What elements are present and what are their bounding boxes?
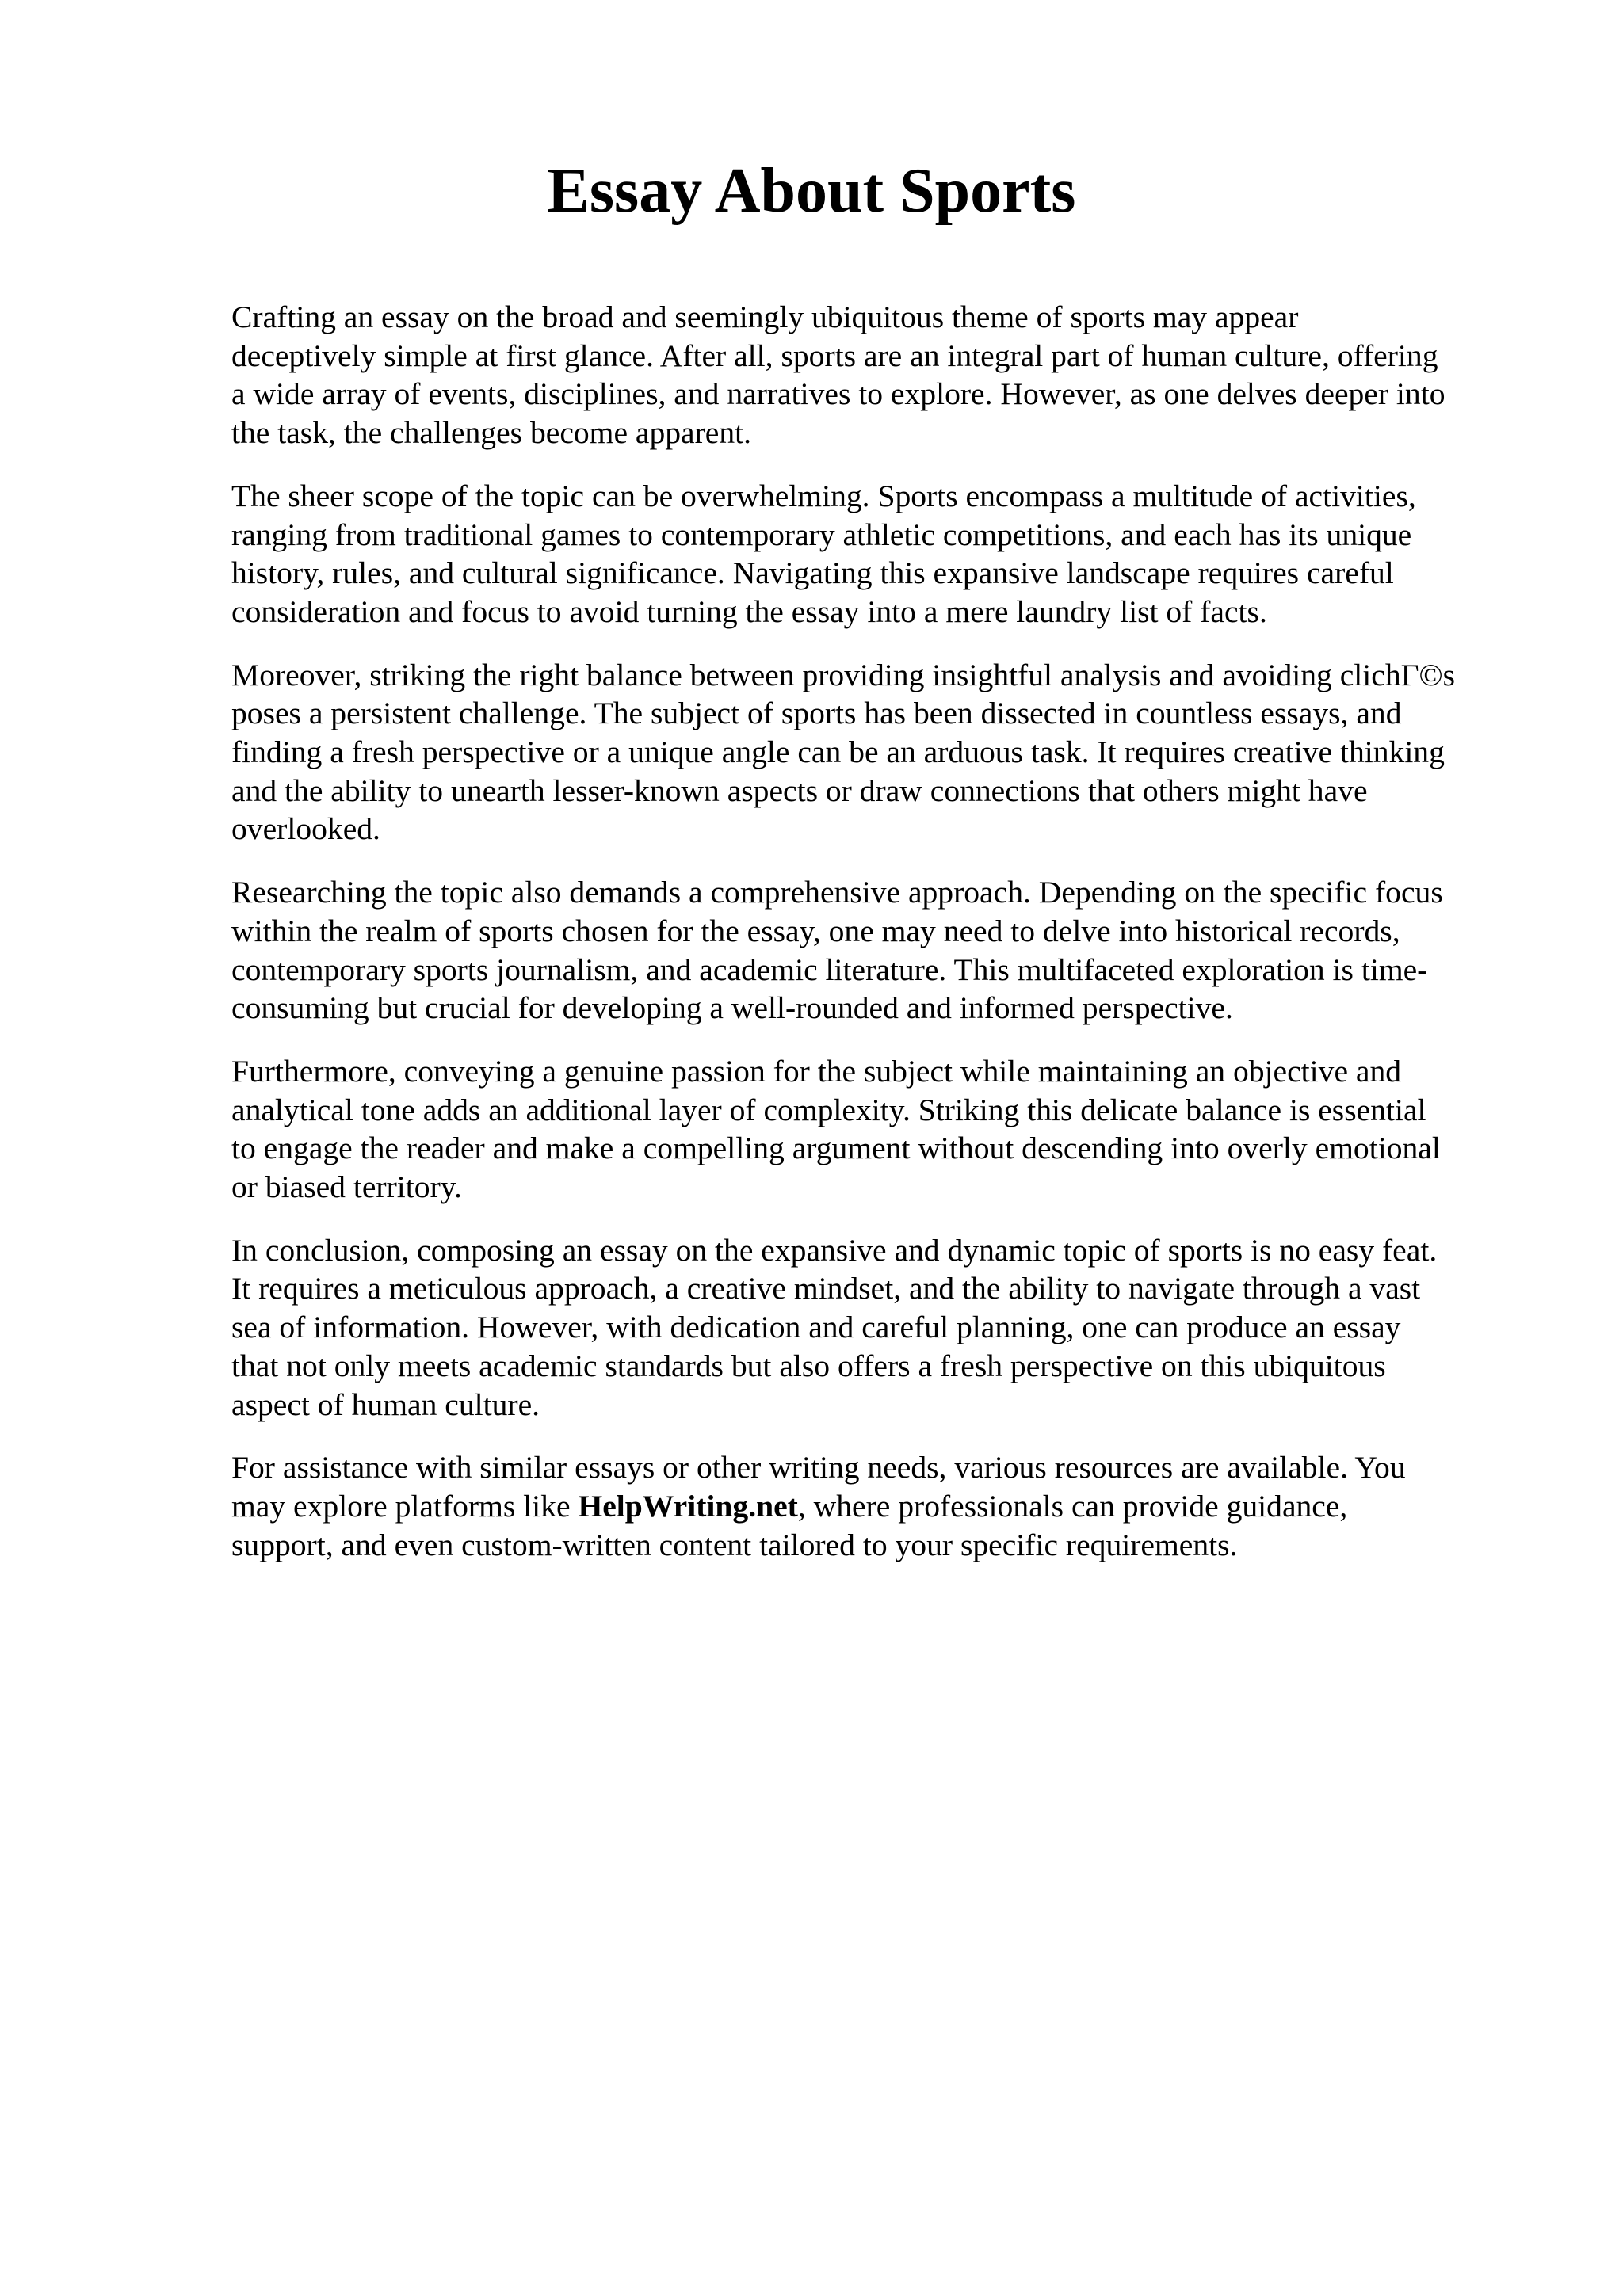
text-line: overlooked. [231,811,380,847]
text-line: Furthermore, conveying a genuine passion for the subject while maintaining an objective and [231,1053,1402,1089]
text-line: Crafting an essay on the broad and seemingly ubiquitous theme of sports may appear [231,299,1299,334]
text-line [231,1487,1515,1526]
text-line: For assistance with similar essays or other writing needs, various resources are available. You [231,1450,1406,1486]
helpwriting-link[interactable]: HelpWriting.net [578,1488,798,1524]
text-line: and the ability to unearth lesser-known aspects or draw connections that others might have [231,772,1368,808]
paragraph-4 [231,873,1515,1028]
text-line: or biased territory. [231,1169,462,1205]
text-line: poses a persistent challenge. The subject of sports has been dissected in countless essays, and [231,696,1402,731]
text-line: history, rules, and cultural significance. Navigating this expansive landscape requires careful [231,555,1394,591]
text-line: support, and even custom-written content tailored to your specific requirements. [231,1527,1238,1562]
text-line: In conclusion, composing an essay on the expansive and dynamic topic of sports is no easy feat. [231,1232,1438,1268]
text-line: finding a fresh perspective or a unique angle can be an arduous task. It requires creative thinking [231,734,1445,770]
text-line: to engage the reader and make a compelling argument without descending into overly emotional [231,1131,1441,1166]
paragraph-3 [231,656,1515,849]
text-line: sea of information. However, with dedication and careful planning, one can produce an essay [231,1310,1401,1345]
text-line: deceptively simple at first glance. After all, sports are an integral part of human culture, offering [231,338,1438,373]
text-line: The sheer scope of the topic can be overwhelming. Sports encompass a multitude of activities, [231,478,1416,513]
text-line: within the realm of sports chosen for the essay, one may need to delve into historical records, [231,913,1400,948]
paragraph-6 [231,1231,1515,1425]
text-line: contemporary sports journalism, and academic literature. This multifaceted exploration is time- [231,952,1428,987]
paragraph-1 [231,298,1515,452]
text-line: It requires a meticulous approach, a creative mindset, and the ability to navigate through a vast [231,1271,1421,1306]
text-line: the task, the challenges become apparent. [231,415,752,451]
text-line: ranging from traditional games to contemporary athletic competitions, and each has its unique [231,517,1412,552]
closing-paragraph [231,1448,1515,1564]
paragraph-2 [231,477,1515,631]
text-line: Moreover, striking the right balance between providing insightful analysis and avoiding clichГ©s [231,657,1455,692]
text-line: analytical tone adds an additional layer of complexity. Striking this delicate balance is essential [231,1092,1426,1127]
page-title: Essay About Sports [547,156,1076,226]
text-line: aspect of human culture. [231,1386,540,1422]
text-segment: , where professionals can provide guidance, [797,1488,1348,1524]
essay-body [231,298,1515,1589]
paragraph-5 [231,1052,1515,1207]
text-line: consideration and focus to avoid turning the essay into a mere laundry list of facts. [231,593,1267,629]
text-line: consuming but crucial for developing a well-rounded and informed perspective. [231,990,1233,1026]
text-line: Researching the topic also demands a comprehensive approach. Depending on the specific focus [231,875,1443,910]
text-line: a wide array of events, disciplines, and narratives to explore. However, as one delves deeper into [231,376,1445,412]
text-line: that not only meets academic standards but also offers a fresh perspective on this ubiquitous [231,1348,1386,1383]
text-segment: may explore platforms like [231,1488,579,1524]
